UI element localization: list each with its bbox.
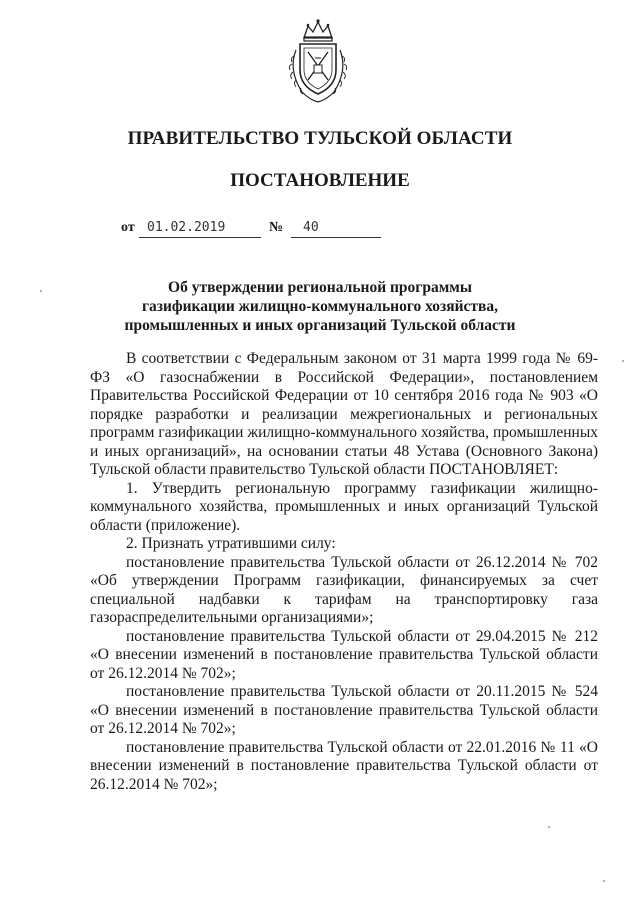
title-line: Об утверждении региональной программы: [168, 279, 472, 296]
title-line: газификации жилищно-коммунального хозяйства,: [141, 298, 499, 315]
date-label: от: [121, 220, 135, 235]
scan-speck: [40, 290, 42, 292]
scan-speck: [622, 360, 624, 362]
scan-speck: [548, 826, 550, 828]
document-title: [110, 278, 530, 335]
title-line: промышленных и иных организаций Тульской области: [124, 317, 516, 334]
number-underline: [291, 237, 381, 238]
body-paragraph: постановление правительства Тульской области от 20.11.2015 № 524 «О внесении изменений в постановление правительства Тульской области от 26.12.2014 № 702»;: [90, 683, 598, 737]
body-paragraph: постановление правительства Тульской области от 29.04.2015 № 212 «О внесении изменений в постановление правительства Тульской области от 26.12.2014 № 702»;: [90, 627, 598, 682]
body-paragraph: В соответствии с Федеральным законом от 31 марта 1999 года № 69-ФЗ «О газоснабжении в Российской Федерации», постановлением Правительства Российской Федерации от 10 сентября 2016 года № 903 «О порядке разработки и реализации межрегиональных и региональных программ газификации жилищно-коммунального хозяйства, промышленных и иных организаций», на основании статьи 48 Устава (Основного Закона) Тульской области правительство Тульской области ПОСТАНОВЛЯЕТ:: [90, 350, 598, 478]
body-paragraph: 2. Признать утратившими силу:: [126, 535, 336, 552]
document-body: [90, 350, 598, 794]
number-label: №: [269, 220, 284, 235]
scan-speck: [603, 880, 605, 882]
number-value: 40: [303, 220, 319, 235]
body-paragraph: постановление правительства Тульской области от 22.01.2016 № 11 «О внесении изменений в постановление правительства Тульской области от 26.12.2014 № 702»;: [90, 738, 598, 793]
body-paragraph: постановление правительства Тульской области от 26.12.2014 № 702 «Об утверждении Программ газификации, финансируемых за счет специальной надбавки к тарифам на транспортировку газа газораспределительными организациями»;: [90, 553, 598, 626]
body-paragraph: 1. Утвердить региональную программу газификации жилищно-коммунального хозяйства, промышленных и иных организаций Тульской области (приложение).: [90, 479, 598, 534]
government-name: ПРАВИТЕЛЬСТВО ТУЛЬСКОЙ ОБЛАСТИ: [127, 128, 513, 149]
date-value: 01.02.2019: [147, 220, 226, 235]
date-underline: [139, 237, 261, 238]
coat-of-arms-icon: [282, 18, 354, 104]
document-type: ПОСТАНОВЛЕНИЕ: [230, 170, 410, 191]
